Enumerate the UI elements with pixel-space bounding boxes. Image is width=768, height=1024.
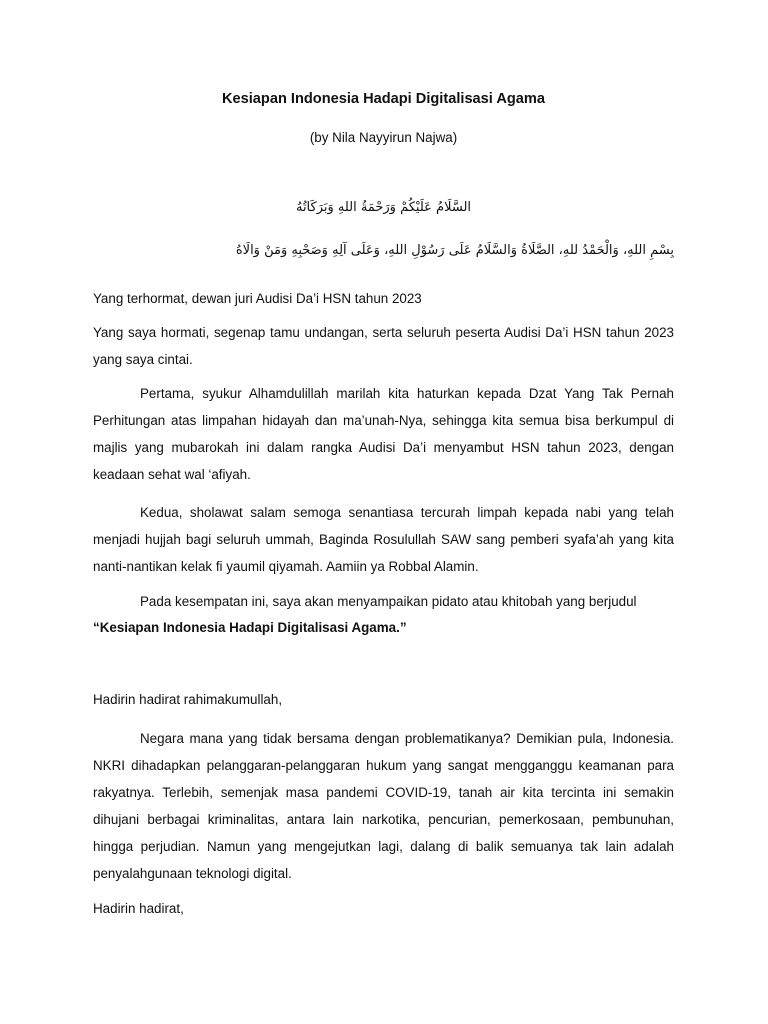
speech-title-quote: “Kesiapan Indonesia Hadapi Digitalisasi Agama.” — [93, 620, 407, 635]
paragraph-problems: Negara mana yang tidak bersama dengan problematikanya? Demikian pula, Indonesia. NKRI dihadapkan pelanggaran-pelanggaran hukum yang sangat mengganggu keamanan para rakyatnya. Terlebih, semenjak masa pandemi COVID-19, tanah air kita tercinta ini semakin dihujani berbagai kriminalitas, antara lain narkotika, pencurian, pemerkosaan, pembunuhan, hingga perjudian. Namun yang mengejutkan lagi, dalang di balik semuanya tak lain adalah penyalahgunaan teknologi digital. — [93, 731, 674, 881]
document-page — [93, 0, 674, 1024]
paragraph-salutation-jury: Yang terhormat, dewan juri Audisi Da’i HSN tahun 2023 — [93, 291, 422, 306]
paragraph-sholawat: Kedua, sholawat salam semoga senantiasa tercurah limpah kepada nabi yang telah menjadi hujjah bagi seluruh ummah, Baginda Rosulullah SAW sang pemberi syafa’ah yang kita nanti-nantikan kelak fi yaumil qiyamah. Aamiin ya Robbal Alamin. — [93, 505, 674, 574]
arabic-greeting: السَّلَامُ عَلَيْكُمْ وَرَحْمَةُ اللهِ وَبَرَكَاتُهُ — [295, 200, 472, 215]
paragraph-topic-intro: Pada kesempatan ini, saya akan menyampaikan pidato atau khitobah yang berjudul — [140, 594, 637, 609]
paragraph-address: Hadirin hadirat rahimakumullah, — [93, 692, 283, 707]
arabic-opening: بِسْمِ اللهِ، وَالْحَمْدُ للهِ، الصَّلَاةُ وَالسَّلَامُ عَلَى رَسُوْلِ اللهِ، وَعَلَى آلِهِ وَصَحْبِهِ وَمَنْ وَالَاهُ — [235, 243, 674, 258]
paragraph-address-2: Hadirin hadirat, — [93, 901, 184, 916]
document-author: (by Nila Nayyirun Najwa) — [309, 130, 458, 145]
paragraph-salutation-guests: Yang saya hormati, segenap tamu undangan, serta seluruh peserta Audisi Da’i HSN tahun 2023 yang saya cintai. — [93, 325, 674, 367]
document-title: Kesiapan Indonesia Hadapi Digitalisasi Agama — [221, 91, 546, 107]
paragraph-gratitude: Pertama, syukur Alhamdulillah marilah kita haturkan kepada Dzat Yang Tak Pernah Perhitungan atas limpahan hidayah dan ma’unah-Nya, sehingga kita semua bisa berkumpul di majlis yang mubarokah ini dalam rangka Audisi Da’i menyambut HSN tahun 2023, dengan keadaan sehat wal ‘afiyah. — [93, 386, 674, 482]
